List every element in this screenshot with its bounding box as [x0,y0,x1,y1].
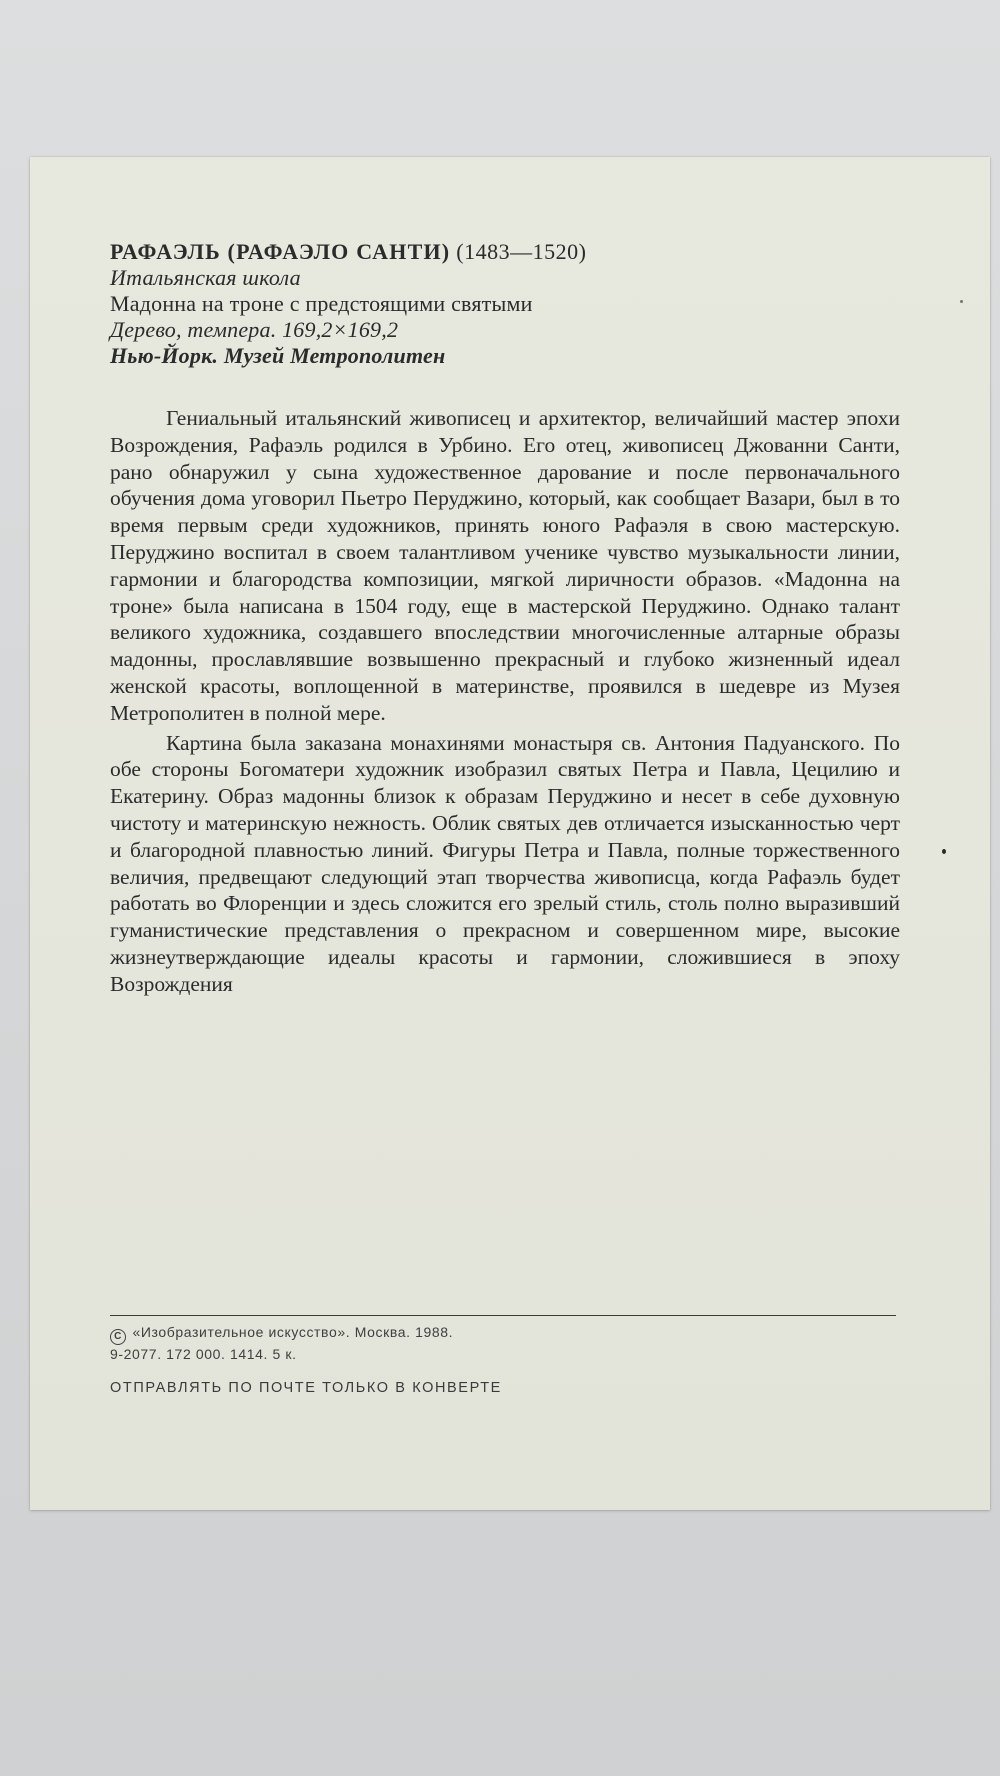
description-paragraph-2: Картина была заказана монахинями монастыря св. Антония Падуанского. По обе стороны Богоматери художник изобразил святых Петра и Павла, Цецилию и Екатерину. Образ мадонны близок к образам Перуджино и несет в себе духовную чистоту и материнскую нежность. Облик святых дев отличается изысканностью черт и благородной плавностью линий. Фигуры Петра и Павла, полные торжественного величия, предвещают следующий этап творчества живописца, когда Рафаэль будет работать во Флоренции и здесь сложится его зрелый стиль, столь полно выразивший гуманистические представления о прекрасном и совершенном мире, высокие жизнеутверждающие идеалы красоты и гармонии, сложившиеся в эпоху Возрождения [110,730,900,996]
artist-line [110,239,910,265]
publisher-imprint [110,1323,453,1363]
paper-speck [942,849,946,854]
artwork-location: Нью-Йорк. Музей Метрополитен [110,343,446,368]
print-info: 9-2077. 172 000. 1414. 5 к. [110,1346,297,1362]
postcard-back [30,157,990,1510]
paper-speck [960,300,963,303]
divider-line [110,1315,896,1316]
copyright-icon: С [110,1329,126,1345]
mail-instruction: ОТПРАВЛЯТЬ ПО ПОЧТЕ ТОЛЬКО В КОНВЕРТЕ [110,1380,502,1396]
description-text [110,405,900,1001]
school-label: Итальянская школа [110,265,301,290]
artwork-header [110,239,910,369]
artwork-medium: Дерево, темпера. 169,2×169,2 [110,317,399,342]
artist-name: РАФАЭЛЬ (РАФАЭЛО САНТИ) [110,239,451,264]
publisher-line [110,1323,453,1345]
publisher-text: «Изобразительное искусство». Москва. 1988. [132,1324,454,1340]
description-paragraph-1: Гениальный итальянский живописец и архитектор, величайший мастер эпохи Возрождения, Рафаэль родился в Урбино. Его отец, живописец Джованни Санти, рано обнаружил у сына художественное дарование и после первоначального обучения дома уговорил Пьетро Перуджино, который, как сообщает Вазари, был в то время первым среди художников, принять юного Рафаэля в свою мастерскую. Перуджино воспитал в своем талантливом ученике чувство музыкальности линии, гармонии и благородства композиции, мягкой лиричности образов. «Мадонна на троне» была написана в 1504 году, еще в мастерской Перуджино. Однако талант великого художника, создавшего впоследствии многочисленные алтарные образы мадонны, прославлявшие возвышенно прекрасный и глубоко жизненный идеал женской красоты, воплощенной в материнстве, проявился в шедевре из Музея Метрополитен в полной мере. [110,406,900,725]
artwork-title: Мадонна на троне с предстоящими святыми [110,291,533,316]
artist-dates: (1483—1520) [456,239,587,264]
